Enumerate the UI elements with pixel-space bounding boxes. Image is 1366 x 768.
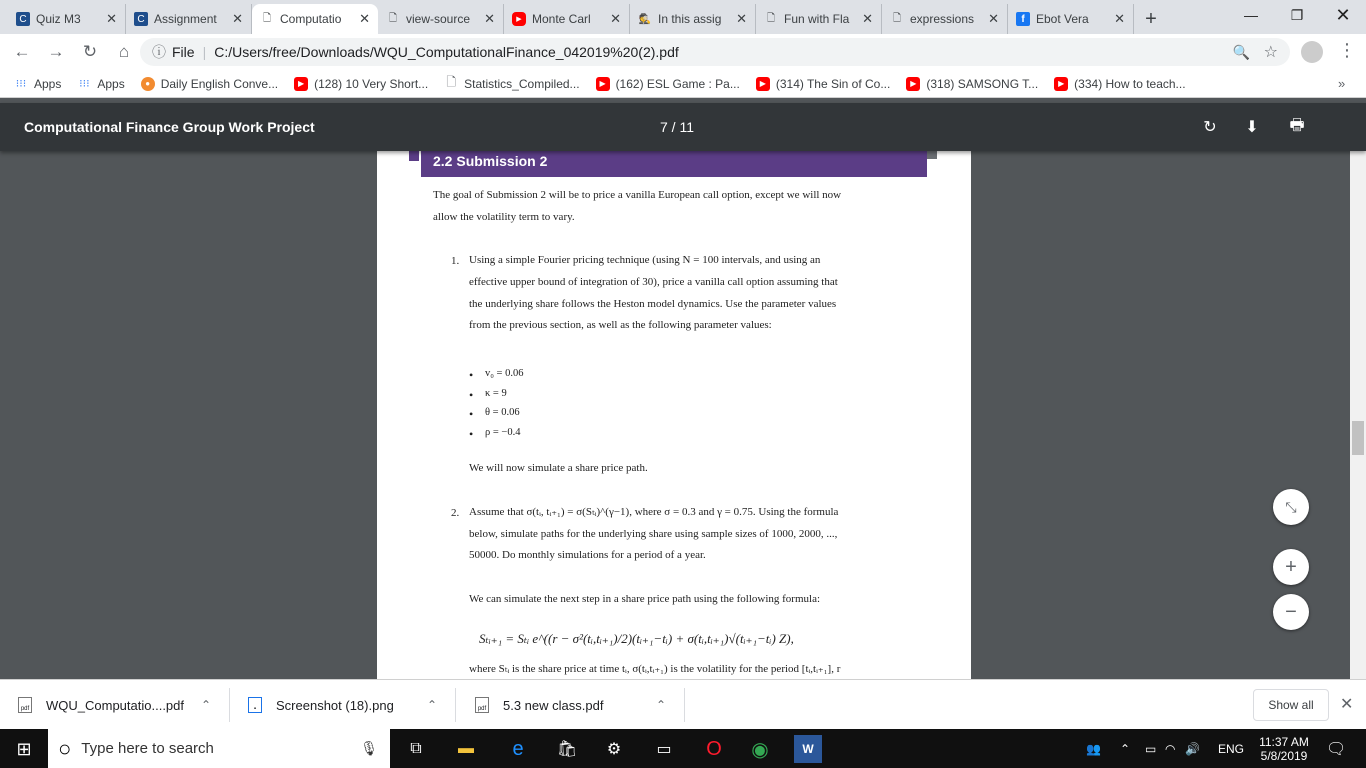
section-bar-accent-right <box>927 151 937 159</box>
formula: Sₜᵢ₊₁ = Sₜᵢ e^((r − σ²(tᵢ,tᵢ₊₁)/2)(tᵢ₊₁−tᵢ) + σ(tᵢ,tᵢ₊₁)√(tᵢ₊₁−tᵢ) Z), <box>479 631 794 646</box>
word-icon[interactable]: W <box>794 735 822 763</box>
item-1-line-1: Using a simple Fourier pricing technique (using N = 100 intervals, and using an <box>469 254 821 266</box>
bookmark-daily-english[interactable]: ● Daily English Conve... <box>133 77 286 91</box>
info-icon[interactable]: ⓘ <box>152 44 166 60</box>
pdf-scrollbar[interactable] <box>1350 103 1366 679</box>
apps-icon: ⁝⁝⁝ <box>15 78 27 90</box>
pdf-page <box>377 151 971 679</box>
browser-toolbar <box>0 34 1366 70</box>
zoom-icon[interactable]: 🔍 <box>1232 43 1250 60</box>
param-rho: • ρ = −0.4 <box>485 427 520 438</box>
wifi-icon[interactable]: ◠ <box>1165 741 1176 756</box>
cortana-icon: ○ <box>58 735 72 761</box>
param-theta: • θ = 0.06 <box>485 407 520 418</box>
document-icon: 🗋 <box>766 12 776 24</box>
intro-line-2: allow the volatility term to vary. <box>433 211 575 223</box>
item-1-line-4: from the previous section, as well as the following parameter values: <box>469 319 772 331</box>
item-2-line-3: 50000. Do monthly simulations for a period of a year. <box>469 549 706 561</box>
taskbar-search[interactable] <box>48 729 390 768</box>
restore-button[interactable]: ❐ <box>1290 6 1304 23</box>
chevron-up-icon[interactable]: ⌃ <box>426 698 437 712</box>
bookmark-star-icon[interactable]: ☆ <box>1263 44 1278 61</box>
youtube-icon: ▶ <box>906 77 920 91</box>
home-icon[interactable]: ⌂ <box>118 42 130 61</box>
incognito-icon: 🕵 <box>638 13 652 25</box>
battery-icon[interactable]: ▭ <box>1145 741 1157 756</box>
menu-icon[interactable]: ⋮ <box>1338 40 1356 60</box>
avatar[interactable] <box>1301 41 1323 63</box>
bookmark-apps-2[interactable]: ⁝⁝⁝ Apps <box>79 76 125 91</box>
apps-icon: ⁝⁝⁝ <box>79 78 90 90</box>
bookmark-yt-318[interactable]: ▶ (318) SAMSONG T... <box>898 77 1046 91</box>
document-icon: 🗋 <box>446 75 456 89</box>
fit-page-button[interactable]: ⤡ <box>1273 489 1309 525</box>
task-view-icon[interactable]: ⧉ <box>410 740 422 757</box>
param-kappa: • κ = 9 <box>485 388 507 399</box>
microphone-icon[interactable]: 🎙 <box>360 740 378 756</box>
formula-intro: We can simulate the next step in a share price path using the following formula: <box>469 593 821 605</box>
bookmark-yt-128[interactable]: ▶ (128) 10 Very Short... <box>286 77 436 91</box>
youtube-icon: ▶ <box>1054 77 1068 91</box>
edge-icon[interactable]: e <box>512 737 524 760</box>
settings-icon[interactable]: ⚙ <box>606 741 622 758</box>
close-window-button[interactable]: ✕ <box>1335 4 1351 25</box>
scrollbar-thumb[interactable] <box>1352 421 1364 455</box>
youtube-icon: ▶ <box>512 12 526 26</box>
close-icon[interactable]: ✕ <box>232 11 243 26</box>
zoom-in-button[interactable]: + <box>1273 549 1309 585</box>
item-2-line-1: Assume that σ(tᵢ, tᵢ₊₁) = σ(Sₜᵢ)^(γ−1), where σ = 0.3 and γ = 0.75. Using the formula <box>469 506 839 518</box>
youtube-icon: ▶ <box>596 77 610 91</box>
document-icon: 🗋 <box>892 12 902 24</box>
opera-icon[interactable]: O <box>706 737 722 760</box>
bookmark-statistics[interactable]: 🗋 Statistics_Compiled... <box>436 77 587 91</box>
tab-expressions[interactable]: 🗋 expressions ✕ <box>882 4 1008 34</box>
show-all-button[interactable]: Show all <box>1253 689 1329 721</box>
store-icon[interactable]: 🛍 <box>556 741 578 758</box>
rotate-icon[interactable]: ↻ <box>1203 119 1217 136</box>
page-indicator: 7 / 11 <box>660 119 694 135</box>
language-indicator[interactable]: ENG <box>1218 741 1245 756</box>
item-1-number: 1. <box>451 255 460 267</box>
downloads-bar <box>0 679 1366 729</box>
chevron-up-icon[interactable]: ⌃ <box>200 698 211 712</box>
coursera-icon: C <box>16 12 30 26</box>
pdf-file-icon: pdf <box>18 697 32 713</box>
clock-time: 11:37 AM <box>1259 734 1309 749</box>
close-icon[interactable]: ✕ <box>862 11 873 26</box>
app-window-icon[interactable]: ▭ <box>656 741 672 758</box>
pdf-document-title: Computational Finance Group Work Project <box>24 119 315 135</box>
tab-computational[interactable]: 🗋 Computatio ✕ <box>252 4 378 34</box>
item-1-line-3: the underlying share follows the Heston model dynamics. Use the parameter values <box>469 298 837 310</box>
coursera-icon: C <box>134 12 148 26</box>
section-bar-accent <box>409 151 419 161</box>
download-item-3[interactable]: pdf 5.3 new class.pdf ⌃ <box>475 688 685 722</box>
close-icon[interactable]: ✕ <box>736 11 747 26</box>
youtube-icon: ▶ <box>294 77 308 91</box>
download-item-2[interactable]: ▪ Screenshot (18).png ⌃ <box>248 688 456 722</box>
item-2-number: 2. <box>451 507 460 519</box>
print-icon[interactable]: 🖶 <box>1289 116 1305 134</box>
new-tab-button[interactable]: + <box>1145 7 1157 30</box>
param-v0: • v₀ = 0.06 <box>485 368 523 379</box>
divider: | <box>202 44 207 60</box>
section-title: 2.2 Submission 2 <box>433 153 548 169</box>
youtube-icon: ▶ <box>756 77 770 91</box>
tab-assignment[interactable]: C Assignment ✕ <box>126 4 252 34</box>
search-placeholder: Type here to search <box>81 740 214 757</box>
volume-icon[interactable]: 🔊 <box>1185 741 1200 756</box>
image-file-icon: ▪ <box>248 697 262 713</box>
tab-in-this-assignment[interactable]: 🕵 In this assig ✕ <box>630 4 756 34</box>
notifications-icon[interactable]: 🗨 <box>1326 740 1347 758</box>
where-line: where Sₜᵢ is the share price at time tᵢ, σ(tᵢ,tᵢ₊₁) is the volatility for the period [tᵢ,tᵢ₊₁], r <box>469 663 841 675</box>
download-item-1[interactable]: pdf WQU_Computatio....pdf ⌃ <box>18 688 230 722</box>
simulate-line: We will now simulate a share price path. <box>469 462 648 474</box>
facebook-icon: f <box>1016 12 1030 26</box>
pdf-file-icon: pdf <box>475 697 489 713</box>
close-downloads-icon[interactable]: ✕ <box>1340 696 1354 713</box>
tab-strip <box>0 0 1366 34</box>
back-icon[interactable]: ← <box>13 42 31 61</box>
tab-monte-carlo[interactable]: ▶ Monte Carl ✕ <box>504 4 630 34</box>
tab-view-source[interactable]: 🗋 view-source ✕ <box>378 4 504 34</box>
clock-date: 5/8/2019 <box>1260 748 1308 763</box>
windows-taskbar <box>0 729 1366 768</box>
item-1-line-2: effective upper bound of integration of 30), price a vanilla call option assuming that <box>469 276 838 288</box>
reload-icon[interactable]: ↻ <box>82 42 98 61</box>
close-icon[interactable]: ✕ <box>484 11 495 26</box>
bookmark-yt-334[interactable]: ▶ (334) How to teach... <box>1046 77 1193 91</box>
download-icon[interactable]: ⬇ <box>1245 119 1259 136</box>
close-icon[interactable]: ✕ <box>610 11 621 26</box>
forward-icon[interactable]: → <box>47 42 65 61</box>
tab-fun-with-flask[interactable]: 🗋 Fun with Fla ✕ <box>756 4 882 34</box>
bookmark-yt-314[interactable]: ▶ (314) The Sin of Co... <box>748 77 899 91</box>
close-icon[interactable]: ✕ <box>1114 11 1125 26</box>
bookmarks-bar <box>0 70 1366 98</box>
item-2-line-2: below, simulate paths for the underlying share using sample sizes of 1000, 2000, ..., <box>469 528 838 540</box>
close-icon[interactable]: ✕ <box>359 11 370 26</box>
pdf-toolbar <box>0 103 1366 151</box>
intro-line-1: The goal of Submission 2 will be to price a vanilla European call option, except we will now <box>433 189 842 201</box>
chrome-icon[interactable]: ◉ <box>751 738 769 761</box>
bookmark-yt-162[interactable]: ▶ (162) ESL Game : Pa... <box>588 77 748 91</box>
address-bar[interactable] <box>140 38 1290 66</box>
scheme-label: File <box>172 44 195 60</box>
clock[interactable] <box>1254 729 1314 768</box>
tab-quiz-m3[interactable]: C Quiz M3 ✕ <box>0 4 126 34</box>
minimize-button[interactable]: — <box>1244 7 1258 23</box>
close-icon[interactable]: ✕ <box>988 11 999 26</box>
chevron-up-icon[interactable]: ⌃ <box>655 698 666 712</box>
file-explorer-icon[interactable]: ▬ <box>458 740 474 757</box>
chat-icon: ● <box>141 77 155 91</box>
tray-overflow-icon[interactable]: ⌃ <box>1120 741 1131 756</box>
more-bookmarks-icon[interactable]: » <box>1338 76 1346 91</box>
close-icon[interactable]: ✕ <box>106 11 117 26</box>
people-icon[interactable]: 👥 <box>1086 741 1101 756</box>
document-icon: 🗋 <box>388 12 398 24</box>
bookmark-apps[interactable]: ⁝⁝⁝ Apps <box>15 76 62 91</box>
url-text: C:/Users/free/Downloads/WQU_ComputationalFinance_042019%20(2).pdf <box>214 44 679 60</box>
zoom-out-button[interactable]: − <box>1273 594 1309 630</box>
windows-start-icon[interactable]: ⊞ <box>16 738 32 759</box>
document-icon: 🗋 <box>262 12 272 24</box>
tab-ebot-vera[interactable]: f Ebot Vera ✕ <box>1008 4 1134 34</box>
pdf-viewer[interactable] <box>0 151 1350 679</box>
